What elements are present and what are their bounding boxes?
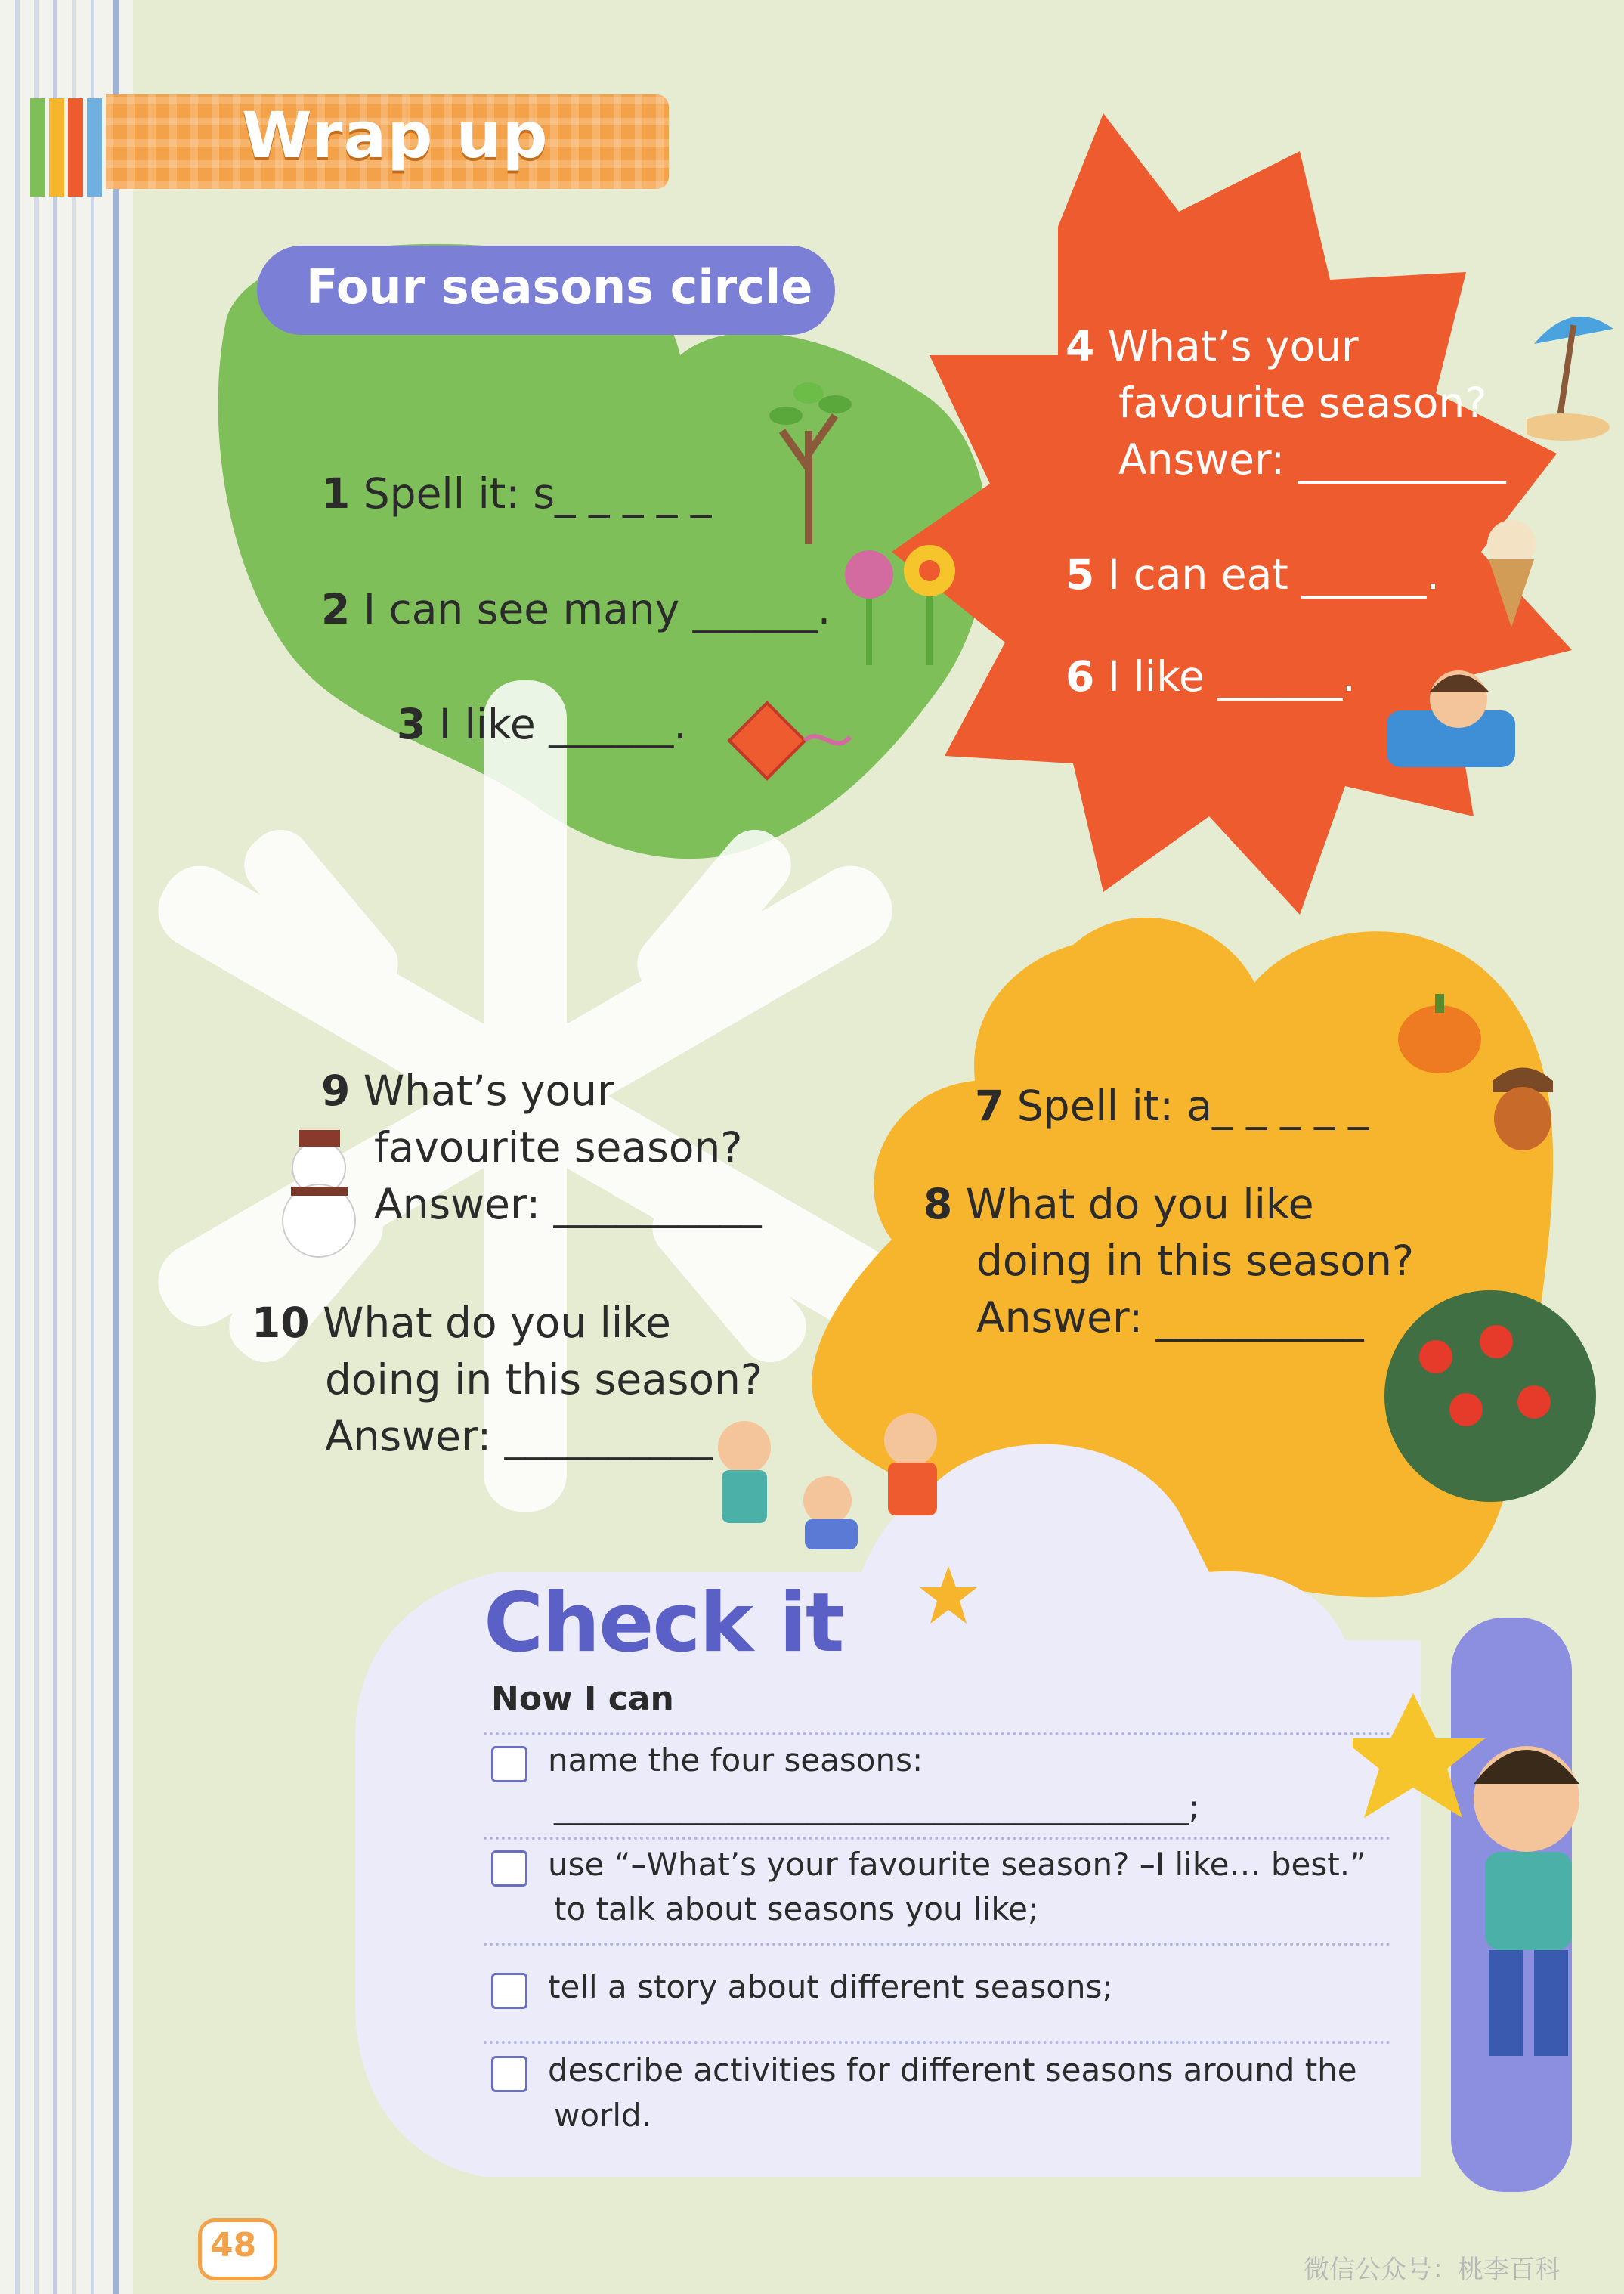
question-10 bbox=[252, 1294, 671, 1351]
question-text: What do you like bbox=[323, 1299, 671, 1347]
checkbox[interactable] bbox=[491, 1973, 527, 2009]
question-9-line-2: favourite season? bbox=[374, 1123, 743, 1172]
section-title: Wrap up bbox=[242, 98, 549, 172]
question-text: Spell it: s_ _ _ _ _ bbox=[363, 469, 712, 518]
answer-field[interactable]: Answer: __________ bbox=[325, 1412, 713, 1460]
answer-field[interactable]: Answer: __________ bbox=[374, 1180, 762, 1228]
question-number: 2 bbox=[321, 585, 351, 633]
answer-line[interactable]: ________________________________________; bbox=[554, 1788, 1200, 1825]
check-item-2: use “–What’s your favourite season? –I like… best.” bbox=[548, 1846, 1366, 1883]
question-8-line-2: doing in this season? bbox=[976, 1237, 1415, 1285]
question-number: 9 bbox=[321, 1067, 351, 1115]
boy-with-star-icon bbox=[1353, 1678, 1617, 2071]
tree-icon bbox=[763, 363, 854, 544]
check-item-4: describe activities for different seasons around the bbox=[548, 2051, 1357, 2088]
dotted-divider bbox=[484, 1943, 1390, 1946]
check-item-3: tell a story about different seasons; bbox=[548, 1968, 1113, 2005]
question-text: I can eat ______. bbox=[1107, 550, 1440, 599]
question-text: I like ______. bbox=[1107, 652, 1356, 701]
apple-tree-icon bbox=[1383, 1289, 1598, 1504]
question-number: 7 bbox=[975, 1082, 1004, 1130]
checkbox[interactable] bbox=[491, 2056, 527, 2092]
watermark: 微信公众号：桃李百科 bbox=[1304, 2255, 1561, 2285]
check-item-1: name the four seasons: bbox=[548, 1741, 923, 1779]
question-number: 5 bbox=[1066, 550, 1095, 599]
question-number: 1 bbox=[321, 469, 351, 518]
question-8 bbox=[923, 1175, 1314, 1233]
answer-field[interactable]: Answer: __________ bbox=[976, 1293, 1364, 1342]
question-text: What’s your bbox=[363, 1067, 614, 1115]
question-3 bbox=[397, 695, 687, 753]
question-number: 10 bbox=[252, 1299, 310, 1347]
activity-title: Four seasons circle bbox=[306, 259, 813, 314]
question-6 bbox=[1066, 648, 1356, 705]
checkbox[interactable] bbox=[491, 1746, 527, 1782]
kids-playing-snow-icon bbox=[699, 1402, 964, 1553]
page-number: 48 bbox=[210, 2226, 257, 2265]
question-9 bbox=[321, 1062, 614, 1119]
pumpkin-icon bbox=[1394, 990, 1485, 1077]
check-item-2-line-2: to talk about seasons you like; bbox=[554, 1890, 1039, 1927]
question-7 bbox=[975, 1077, 1369, 1135]
question-number: 8 bbox=[923, 1180, 953, 1228]
question-number: 4 bbox=[1066, 322, 1095, 370]
question-text: I like ______. bbox=[438, 700, 687, 748]
question-text: What do you like bbox=[965, 1180, 1314, 1228]
summer-burst-shape bbox=[892, 113, 1572, 915]
dotted-divider bbox=[484, 1837, 1390, 1840]
beach-umbrella-icon bbox=[1527, 299, 1621, 442]
answer-field[interactable]: Answer: __________ bbox=[1118, 435, 1506, 484]
question-number: 3 bbox=[397, 700, 426, 748]
question-text: What’s your bbox=[1107, 322, 1359, 370]
snowman-icon bbox=[276, 1126, 363, 1258]
question-2 bbox=[321, 580, 831, 638]
kite-icon bbox=[714, 695, 865, 786]
swimmer-icon bbox=[1383, 658, 1519, 771]
ice-cream-icon bbox=[1481, 514, 1542, 627]
checkbox[interactable] bbox=[491, 1850, 527, 1887]
question-1 bbox=[321, 465, 711, 522]
check-it-title: Check it bbox=[484, 1576, 843, 1670]
now-i-can-label: Now I can bbox=[491, 1679, 674, 1718]
flowers-icon bbox=[816, 537, 982, 665]
question-10-line-2: doing in this season? bbox=[325, 1355, 763, 1404]
question-4-line-2: favourite season? bbox=[1118, 379, 1487, 427]
question-4 bbox=[1066, 317, 1359, 375]
acorn-icon bbox=[1481, 1047, 1564, 1153]
question-number: 6 bbox=[1066, 652, 1095, 701]
question-text: Spell it: a_ _ _ _ _ bbox=[1016, 1082, 1369, 1130]
question-5 bbox=[1066, 546, 1440, 603]
star-icon bbox=[918, 1565, 979, 1625]
dotted-divider bbox=[484, 1732, 1390, 1735]
dotted-divider bbox=[484, 2041, 1390, 2044]
check-item-4-line-2: world. bbox=[554, 2097, 651, 2134]
question-text: I can see many ______. bbox=[363, 585, 831, 633]
